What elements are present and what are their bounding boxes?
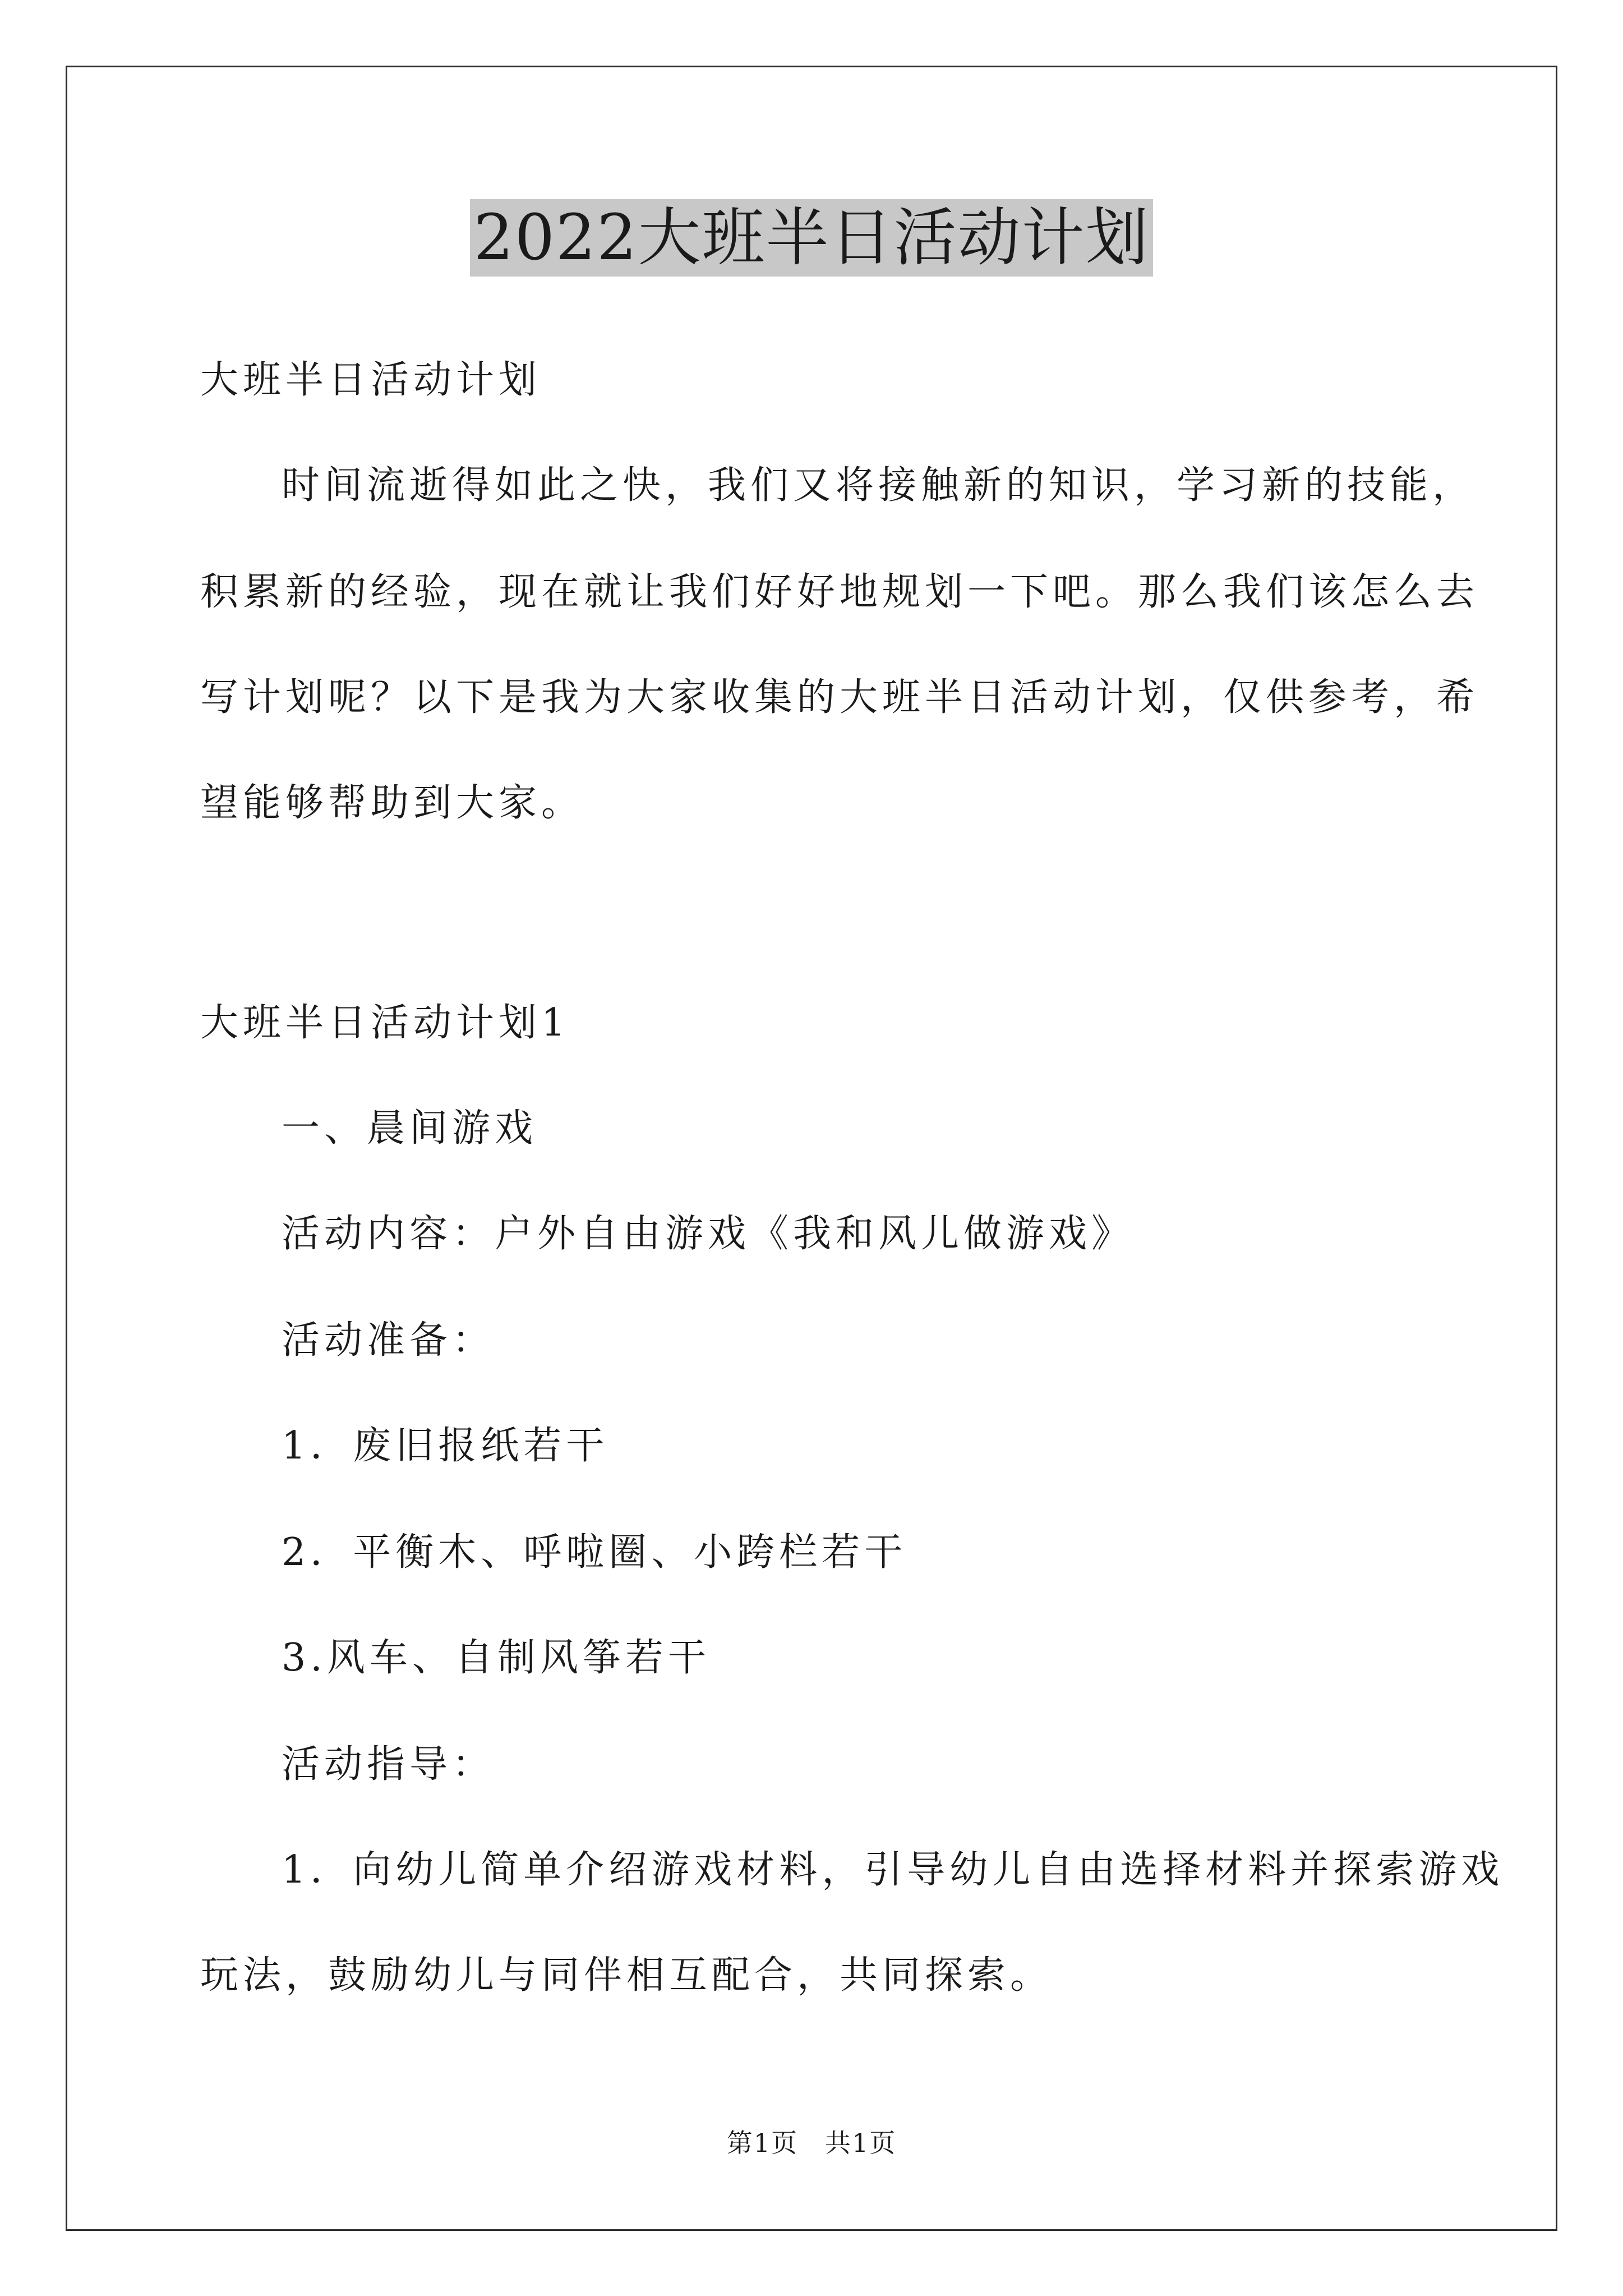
document-title: 2022大班半日活动计划 xyxy=(470,199,1152,277)
intro-line-2: 积累新的经验，现在就让我们好好地规划一下吧。那么我们该怎么去 xyxy=(200,570,1479,614)
guide-line-1: 1．向幼儿简单介绍游戏材料，引导幼儿自由选择材料并探索游戏 xyxy=(282,1848,1504,1892)
title-container xyxy=(0,199,1623,277)
section-heading: 大班半日活动计划1 xyxy=(200,1001,570,1045)
page-footer: 第1页 共1页 xyxy=(726,2128,897,2158)
intro-line-1: 时间流逝得如此之快，我们又将接触新的知识，学习新的技能， xyxy=(282,463,1476,508)
item-prep-2: 2．平衡木、呼啦圈、小跨栏若干 xyxy=(282,1530,907,1575)
guide-line-2: 玩法，鼓励幼儿与同伴相互配合，共同探索。 xyxy=(200,1953,1053,1998)
item-activity-guide: 活动指导： xyxy=(282,1742,495,1787)
document-subtitle: 大班半日活动计划 xyxy=(200,358,542,402)
intro-line-3: 写计划呢？以下是我为大家收集的大班半日活动计划，仅供参考，希 xyxy=(200,675,1479,720)
item-prep-1: 1．废旧报纸若干 xyxy=(282,1424,609,1468)
intro-line-4: 望能够帮助到大家。 xyxy=(200,781,584,825)
item-activity-content: 活动内容：户外自由游戏《我和风儿做游戏》 xyxy=(282,1212,1135,1256)
item-prep-3: 3.风车、自制风筝若干 xyxy=(282,1636,711,1680)
item-activity-prep: 活动准备： xyxy=(282,1318,495,1363)
item-morning-games: 一、晨间游戏 xyxy=(282,1106,538,1151)
